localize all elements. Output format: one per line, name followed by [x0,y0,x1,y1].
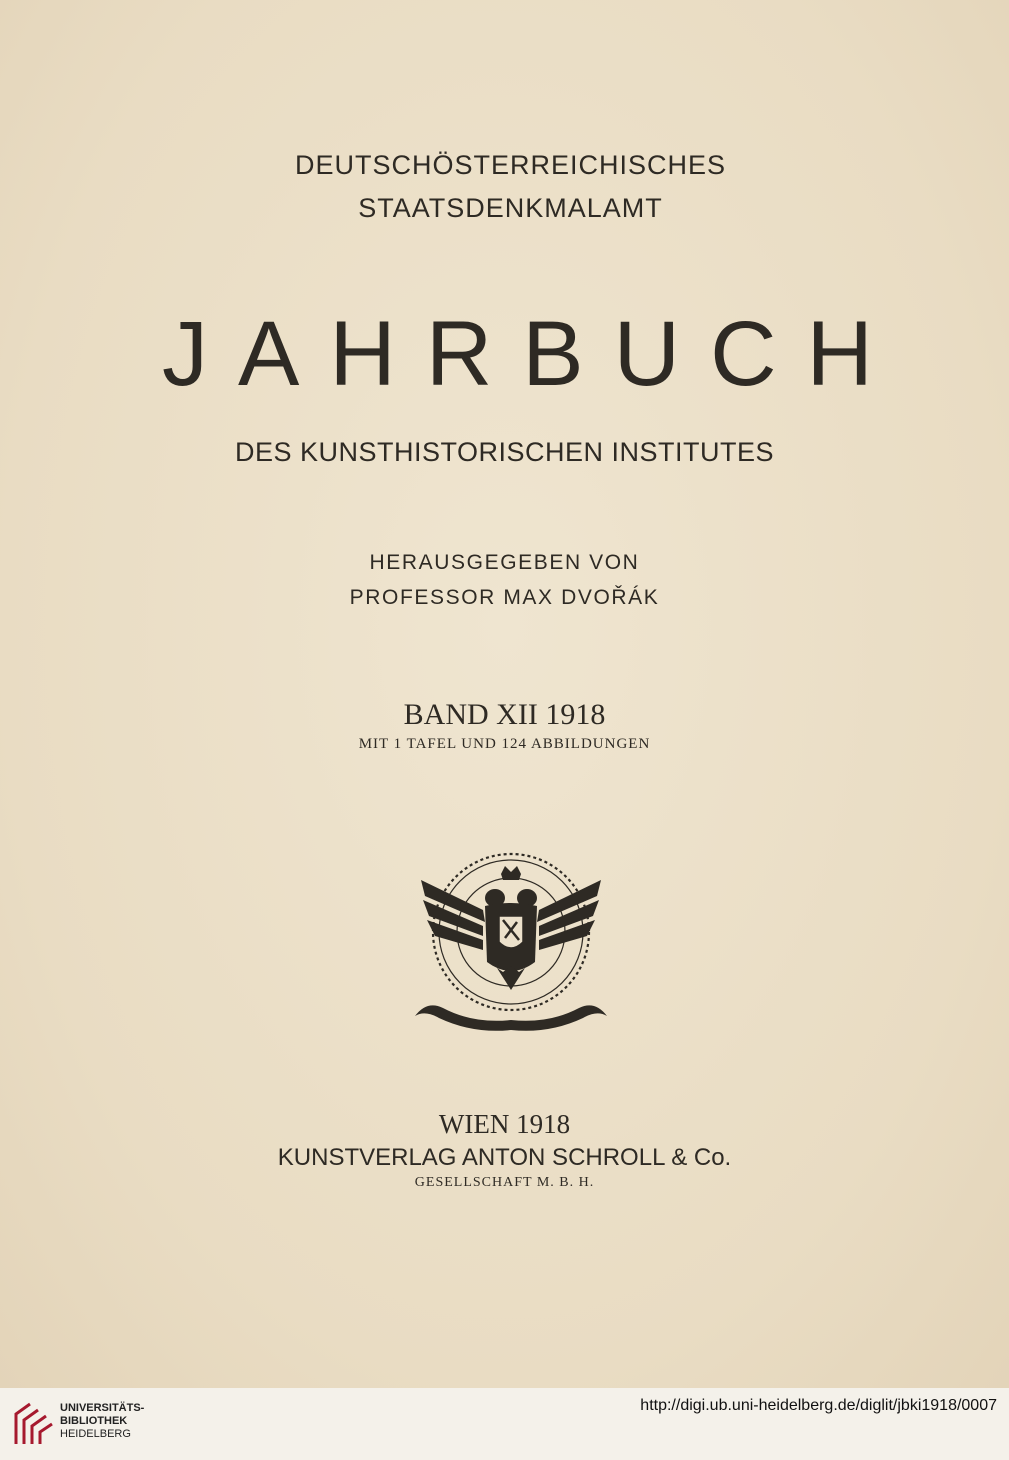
subtitle: DES KUNSTHISTORISCHEN INSTITUTES [234,437,775,467]
editor-line-2: PROFESSOR MAX DVOŘÁK [349,586,660,609]
permalink-url[interactable]: http://digi.ub.uni-heidelberg.de/diglit/jbki1918/0007 [640,1397,997,1414]
double-headed-eagle-seal-icon [413,840,609,1040]
issuer-line-2: STAATSDENKMALAMT [358,193,663,223]
library-name-line-3: HEIDELBERG [60,1428,131,1440]
publication-city-year: WIEN 1918 [438,1109,571,1139]
library-name-line-1: UNIVERSITÄTS- [60,1402,145,1414]
issuer-line-1: DEUTSCHÖSTERREICHISCHES [294,150,727,180]
editor-line-1: HERAUSGEGEBEN VON [369,551,640,574]
volume-title: BAND XII 1918 [403,698,606,731]
publisher-form: GESELLSCHAFT M. B. H. [414,1175,595,1190]
page-title: JAHRBUCH [162,303,903,405]
library-name [60,1402,144,1441]
university-library-logo-icon[interactable] [12,1400,56,1448]
volume-details: MIT 1 TAFEL UND 124 ABBILDUNGEN [358,736,651,752]
publisher: KUNSTVERLAG ANTON SCHROLL & Co. [277,1144,732,1171]
library-name-line-2: BIBLIOTHEK [60,1415,128,1427]
